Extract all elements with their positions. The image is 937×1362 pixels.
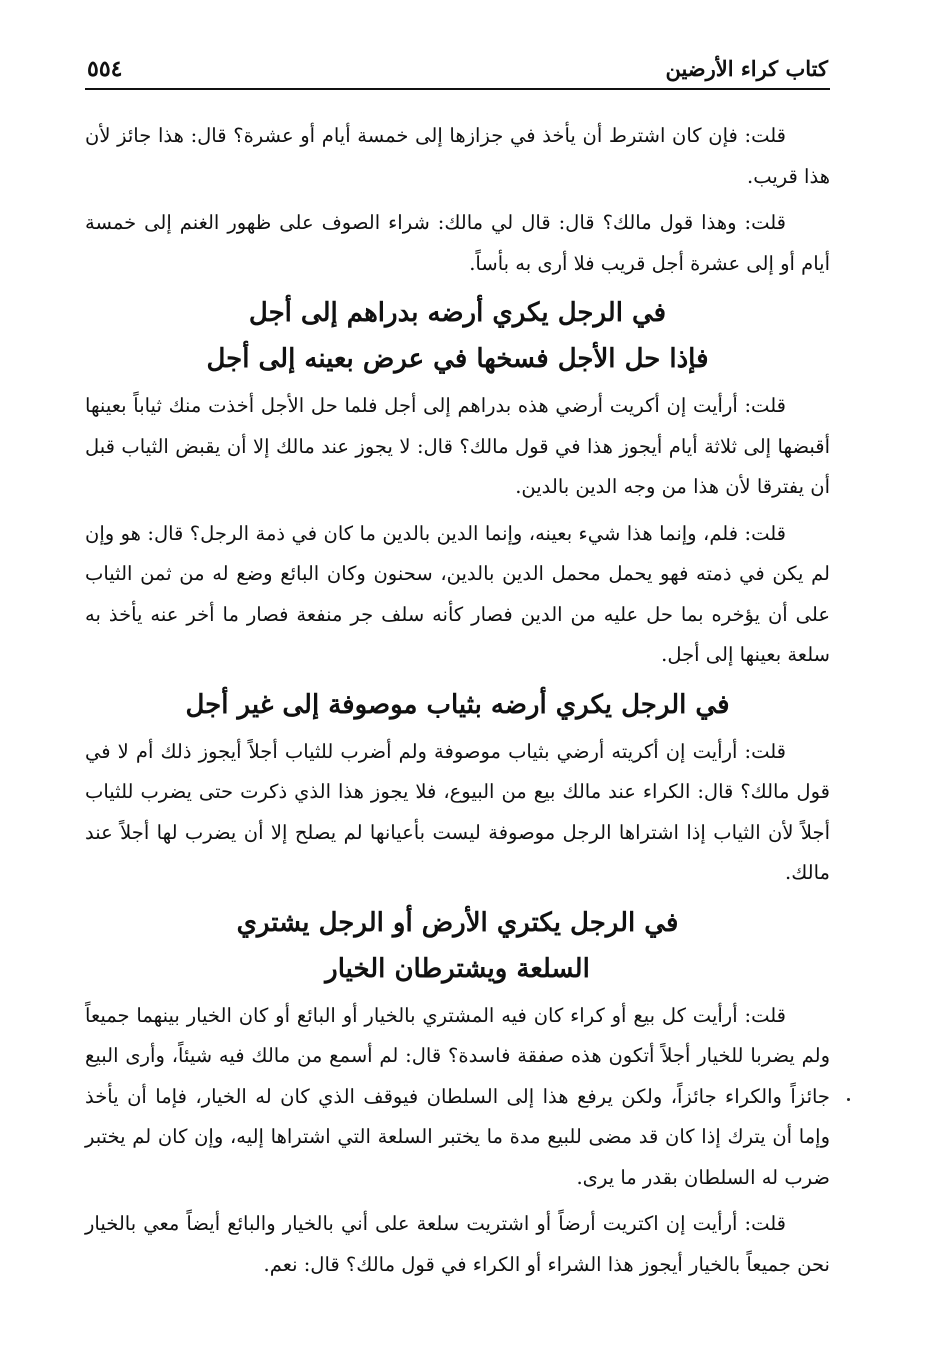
page-content	[85, 116, 830, 1285]
paragraph: قلت: أرأيت إن أكريت أرضي هذه بدراهم إلى أجل فلما حل الأجل أخذت منك ثياباً بعينها أقبضها إلى ثلاثة أيام أيجوز هذا في قول مالك؟ قال: لا يجوز عند مالك إلا أن يقبض الثياب قبل أن يفترقا لأن هذا من وجه الدين بالدين.	[85, 394, 830, 498]
book-title: كتاب كراء الأرضين	[665, 56, 828, 81]
scan-speck	[847, 1098, 850, 1101]
paragraph: قلت: فإن كان اشترط أن يأخذ في جزازها إلى خمسة أيام أو عشرة؟ قال: هذا جائز لأن هذا قريب.	[85, 124, 830, 188]
section-heading	[85, 290, 830, 382]
page-header	[85, 38, 830, 90]
section-heading-line: فإذا حل الأجل فسخها في عرض بعينه إلى أجل	[206, 344, 709, 374]
paragraph: قلت: أرأيت كل بيع أو كراء كان فيه المشتري بالخيار أو البائع أو كان الخيار بينهما جميعاً ولم يضربا للخيار أجلاً أتكون هذه صفقة فاسدة؟ قال: لم أسمع من مالك فيه شيئاً، وأرى البيع جائزاً والكراء جائزاً، ولكن يرفع هذا إلى السلطان فيوقف الذي كان له الخيار، فإما أن يأخذ وإما أن يترك إذا كان قد مضى للبيع مدة ما يختبر السلعة التي اشتراها إليه، وإن كان لم يختبر ضرب له السلطان بقدر ما يرى.	[85, 1003, 830, 1189]
section-heading-line: في الرجل يكري أرضه بثياب موصوفة إلى غير أجل	[185, 689, 730, 720]
section-heading-line: السلعة ويشترطان الخيار	[325, 953, 590, 984]
paragraph: قلت: وهذا قول مالك؟ قال: قال لي مالك: شراء الصوف على ظهور الغنم إلى خمسة أيام أو إلى عشرة أجل قريب فلا أرى به بأساً.	[85, 211, 830, 275]
paragraph: قلت: أرأيت إن أكريته أرضي بثياب موصوفة ولم أضرب للثياب أجلاً أيجوز ذلك أم لا في قول مالك؟ قال: الكراء عند مالك بيع من البيوع، فلا يجوز هذا الذي ذكرت حتى يضرب للثياب أجلاً لأن الثياب إذا اشتراها الرجل موصوفة ليست بأعيانها لم يصلح إلا أن يضرب لها أجلاً عند مالك.	[85, 739, 830, 884]
paragraph: قلت: أرأيت إن اكتريت أرضاً أو اشتريت سلعة على أني بالخيار والبائع أيضاً معي بالخيار نحن جميعاً بالخيار أيجوز هذا الشراء أو الكراء في قول مالك؟ قال: نعم.	[85, 1212, 830, 1276]
book-page	[85, 38, 830, 1338]
paragraph: قلت: فلم، وإنما هذا شيء بعينه، وإنما الدين بالدين ما كان في ذمة الرجل؟ قال: هو وإن لم يكن في ذمته فهو يحمل محمل الدين بالدين، سحنون وكان البائع وضع له من ثمن الثياب على أن يؤخره بما حل عليه من الدين فصار كأنه سلف جر منفعة فصار ما أخر عنه يأخذ به سلعة بعينها إلى أجل.	[85, 521, 830, 666]
section-heading-line: في الرجل يكري أرضه بدراهم إلى أجل	[248, 298, 667, 328]
page-number: ٥٥٤	[87, 56, 123, 82]
section-heading-line: في الرجل يكتري الأرض أو الرجل يشتري	[236, 907, 679, 938]
section-heading	[85, 900, 830, 992]
section-heading	[85, 682, 830, 728]
